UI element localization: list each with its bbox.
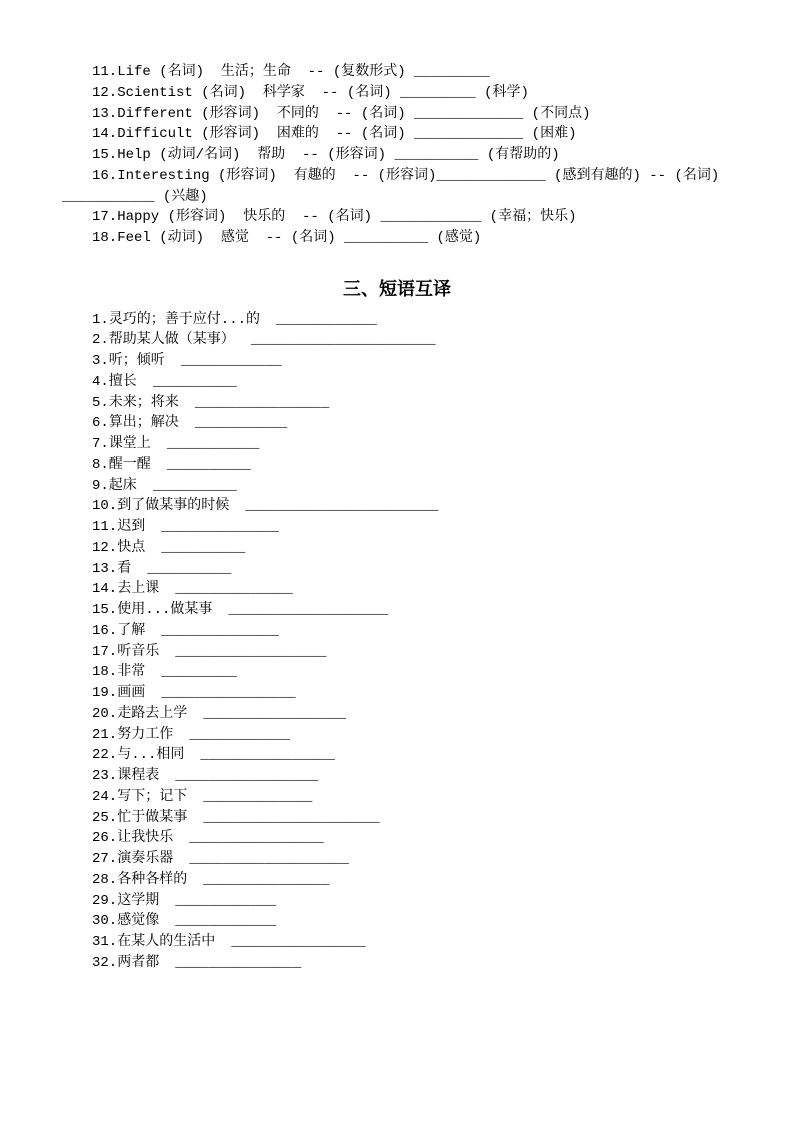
answer-blank: __________________	[175, 643, 327, 660]
phrase-prompt: 21.努力工作	[92, 726, 174, 743]
word-form-text: 18.Feel (动词) 感觉 -- (名词)	[92, 230, 345, 246]
word-form-hint: (感觉)	[428, 230, 482, 246]
phrase-prompt: 24.写下；记下	[92, 788, 188, 805]
answer-blank: ______________	[161, 622, 279, 639]
word-form-text: 13.Different (形容词) 不同的 -- (名词)	[92, 105, 415, 122]
answer-blank: _______________	[175, 954, 302, 971]
word-form-line-15	[92, 145, 719, 166]
answer-blank: ________________	[200, 747, 335, 764]
answer-blank: ________________	[231, 934, 366, 951]
answer-blank: _____________	[414, 126, 524, 143]
phrase-item-31	[92, 932, 438, 953]
phrase-translation-list	[92, 310, 438, 974]
word-form-hint: (科学)	[475, 84, 529, 101]
phrase-prompt: 30.感觉像	[92, 913, 160, 930]
answer-blank: ______________	[175, 581, 293, 598]
phrase-item-29	[92, 891, 438, 912]
phrase-prompt: 27.演奏乐器	[92, 851, 174, 868]
word-form-hint: (兴趣)	[154, 188, 208, 205]
phrase-prompt: 7.课堂上	[92, 436, 151, 453]
phrase-prompt: 10.到了做某事的时候	[92, 498, 230, 515]
phrase-prompt: 25.忙于做某事	[92, 809, 188, 826]
answer-blank: ____________	[189, 726, 291, 743]
phrase-item-2	[92, 330, 438, 351]
word-forms-list	[62, 62, 720, 249]
word-form-line-13	[92, 104, 719, 125]
phrase-prompt: 12.快点	[92, 539, 146, 556]
answer-blank: __________	[394, 147, 479, 163]
answer-blank: ________________	[189, 830, 324, 847]
answer-blank: _____________	[436, 167, 546, 184]
phrase-item-6	[92, 413, 438, 434]
word-form-hint: (感到有趣的) -- (名词)	[545, 167, 720, 184]
phrase-item-17	[92, 642, 438, 663]
phrase-item-23	[92, 766, 438, 787]
phrase-item-28	[92, 870, 438, 891]
phrase-prompt: 13.看	[92, 560, 132, 577]
phrase-item-21	[92, 725, 438, 746]
word-form-text: 14.Difficult (形容词) 困难的 -- (名词)	[92, 126, 415, 143]
phrase-item-18	[92, 662, 438, 683]
phrase-prompt: 5.未来；将来	[92, 394, 179, 411]
answer-blank: _________________	[203, 705, 347, 722]
word-form-line-12	[92, 83, 719, 104]
phrase-item-9	[92, 476, 438, 497]
answer-blank: _____________	[203, 788, 313, 805]
word-form-hint: (不同点)	[523, 105, 591, 122]
phrase-item-15	[92, 600, 438, 621]
answer-blank: ___________________	[189, 851, 349, 868]
phrase-prompt: 14.去上课	[92, 581, 160, 598]
phrase-prompt: 18.非常	[92, 664, 146, 681]
phrase-prompt: 32.两者都	[92, 954, 160, 971]
word-form-text: 12.Scientist (名词) 科学家 -- (名词)	[92, 84, 401, 101]
answer-blank: ______________________	[250, 332, 436, 349]
answer-blank: ___________	[166, 436, 260, 453]
word-form-line-14	[92, 124, 719, 145]
phrase-prompt: 31.在某人的生活中	[92, 934, 216, 951]
phrase-item-5	[92, 393, 438, 414]
phrase-prompt: 29.这学期	[92, 892, 160, 909]
word-form-text: 11.Life (名词) 生活；生命 -- (复数形式)	[92, 64, 415, 80]
answer-blank: _______________	[203, 871, 330, 888]
phrase-prompt: 9.起床	[92, 477, 137, 494]
phrase-item-24	[92, 787, 438, 808]
answer-blank: _____________________	[203, 809, 380, 826]
phrase-item-11	[92, 517, 438, 538]
phrase-prompt: 15.使用...做某事	[92, 602, 213, 619]
answer-blank: ___________	[62, 188, 155, 205]
phrase-item-20	[92, 704, 438, 725]
phrase-prompt: 19.画画	[92, 685, 146, 702]
word-form-line-11	[92, 62, 719, 83]
phrase-item-27	[92, 849, 438, 870]
phrase-prompt: 3.听；倾听	[92, 353, 165, 370]
phrase-item-30	[92, 911, 438, 932]
phrase-item-4	[92, 372, 438, 393]
phrase-prompt: 1.灵巧的；善于应付...的	[92, 311, 261, 328]
answer-blank: ___________	[194, 415, 288, 432]
phrase-prompt: 20.走路去上学	[92, 705, 188, 722]
phrase-prompt: 2.帮助某人做（某事）	[92, 332, 235, 349]
answer-blank: ________________	[161, 685, 296, 702]
answer-blank: __________	[344, 230, 429, 246]
answer-blank: _________	[161, 664, 237, 681]
section-heading: 三、短语互译	[343, 279, 451, 300]
word-form-text: 17.Happy (形容词) 快乐的 -- (名词)	[92, 209, 381, 226]
phrase-item-3	[92, 351, 438, 372]
phrase-item-13	[92, 559, 438, 580]
word-form-text: 15.Help (动词/名词) 帮助 -- (形容词)	[92, 147, 395, 163]
phrase-item-22	[92, 745, 438, 766]
phrase-item-26	[92, 828, 438, 849]
answer-blank: ____________	[276, 311, 377, 328]
phrase-prompt: 28.各种各样的	[92, 871, 188, 888]
answer-blank: ____________	[180, 353, 282, 370]
answer-blank: ______________	[161, 519, 279, 536]
phrase-item-12	[92, 538, 438, 559]
phrase-prompt: 17.听音乐	[92, 643, 160, 660]
phrase-prompt: 16.了解	[92, 622, 146, 639]
phrase-item-16	[92, 621, 438, 642]
phrase-prompt: 22.与...相同	[92, 747, 185, 764]
phrase-prompt: 4.擅长	[92, 373, 137, 390]
word-form-hint: (幸福；快乐)	[481, 209, 577, 226]
answer-blank: ____________	[175, 913, 277, 930]
answer-blank: __________	[166, 456, 251, 473]
phrase-prompt: 23.课程表	[92, 768, 160, 785]
answer-blank: _______________________	[245, 498, 439, 515]
word-form-line-16-continued	[62, 187, 719, 208]
word-form-line-16	[92, 166, 719, 187]
answer-blank: __________	[152, 477, 237, 494]
phrase-item-10	[92, 496, 438, 517]
word-form-text: 16.Interesting (形容词) 有趣的 -- (形容词)	[92, 167, 437, 184]
phrase-item-25	[92, 808, 438, 829]
answer-blank: _________	[414, 64, 490, 80]
answer-blank: _________________	[175, 768, 319, 785]
phrase-prompt: 11.迟到	[92, 519, 146, 536]
phrase-item-14	[92, 579, 438, 600]
word-form-line-17	[92, 207, 719, 228]
answer-blank: ____________	[380, 209, 482, 226]
answer-blank: ___________________	[228, 602, 389, 619]
answer-blank: __________	[161, 539, 246, 556]
word-form-hint: (有帮助的)	[478, 147, 560, 163]
phrase-prompt: 26.让我快乐	[92, 830, 174, 847]
phrase-item-7	[92, 434, 438, 455]
answer-blank: _________	[400, 84, 476, 101]
answer-blank: _____________	[414, 105, 524, 122]
phrase-item-32	[92, 953, 438, 974]
answer-blank: __________	[152, 373, 237, 390]
answer-blank: __________	[147, 560, 232, 577]
phrase-item-8	[92, 455, 438, 476]
word-form-line-18	[92, 228, 719, 249]
phrase-item-19	[92, 683, 438, 704]
word-form-hint: (困难)	[523, 126, 577, 143]
phrase-prompt: 6.算出；解决	[92, 415, 179, 432]
answer-blank: ____________	[175, 892, 277, 909]
phrase-prompt: 8.醒一醒	[92, 456, 151, 473]
answer-blank: ________________	[194, 394, 330, 411]
phrase-item-1	[92, 310, 438, 331]
